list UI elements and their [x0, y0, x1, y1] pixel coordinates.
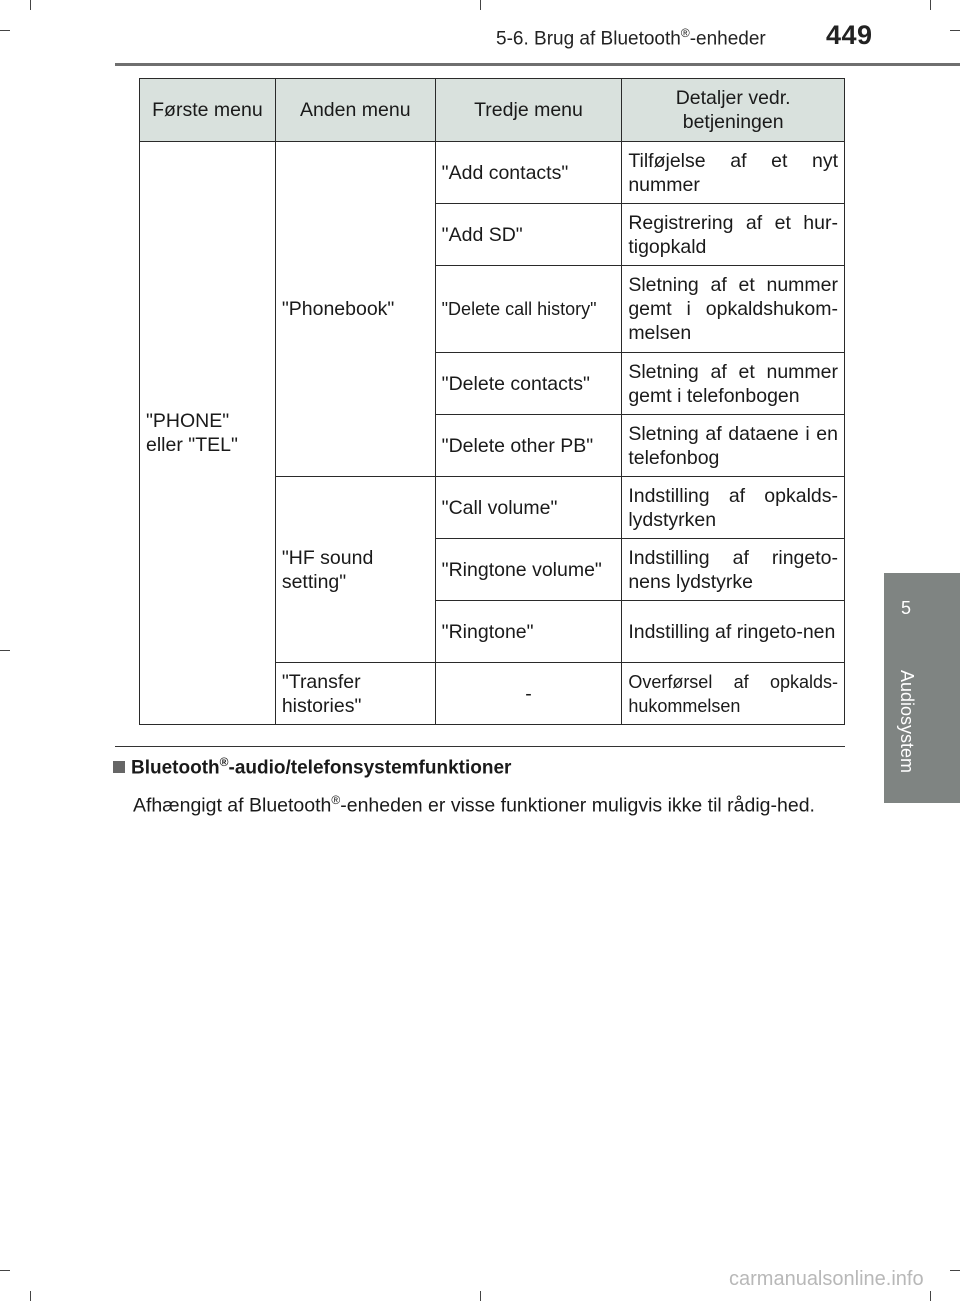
second-menu-cell: "HF sound setting": [275, 477, 435, 663]
detail-cell: Registrering af et hur-tigopkald: [622, 204, 845, 266]
section-body: Afhængigt af Bluetooth®-enheden er visse funktioner muligvis ikke til rådig-hed.: [133, 793, 815, 817]
column-header: Tredje menu: [435, 79, 622, 142]
column-header: Anden menu: [275, 79, 435, 142]
crop-mark: [0, 650, 10, 651]
crop-mark: [480, 1291, 481, 1301]
detail-cell: Sletning af et nummer gemt i opkaldshukom-melsen: [622, 266, 845, 353]
crop-mark: [950, 1270, 960, 1271]
third-menu-cell: "Delete call history": [435, 266, 622, 353]
third-menu-cell: "Add contacts": [435, 142, 622, 204]
watermark: carmanualsonline.info: [729, 1268, 924, 1290]
third-menu-cell: -: [435, 663, 622, 725]
detail-cell: Indstilling af ringeto-nen: [622, 601, 845, 663]
section-title: 5-6. Brug af Bluetooth®-enheder: [496, 26, 766, 50]
square-bullet-icon: [113, 761, 125, 773]
crop-mark: [480, 0, 481, 10]
third-menu-cell: "Call volume": [435, 477, 622, 539]
detail-cell: Tilføjelse af et nyt nummer: [622, 142, 845, 204]
crop-mark: [930, 0, 931, 10]
crop-mark: [30, 0, 31, 10]
detail-cell: Sletning af et nummer gemt i telefonbogen: [622, 353, 845, 415]
crop-mark: [950, 30, 960, 31]
column-header: Detaljer vedr. betjeningen: [622, 79, 845, 142]
third-menu-cell: "Delete other PB": [435, 415, 622, 477]
detail-cell: Indstilling af opkalds-lydstyrken: [622, 477, 845, 539]
third-menu-cell: "Delete contacts": [435, 353, 622, 415]
detail-cell: Indstilling af ringeto-nens lydstyrke: [622, 539, 845, 601]
first-menu-cell: "PHONE" eller "TEL": [140, 142, 276, 725]
third-menu-cell: "Ringtone volume": [435, 539, 622, 601]
chapter-number: 5: [900, 598, 911, 618]
column-header: Første menu: [140, 79, 276, 142]
table-header-row: [140, 79, 845, 142]
section-rule: [115, 746, 845, 747]
detail-cell: Sletning af dataene i en telefonbog: [622, 415, 845, 477]
third-menu-cell: "Add SD": [435, 204, 622, 266]
third-menu-cell: "Ringtone": [435, 601, 622, 663]
table-row: [140, 142, 845, 204]
crop-mark: [30, 1291, 31, 1301]
section-heading: Bluetooth®-audio/telefonsystemfunktioner: [113, 755, 511, 779]
detail-cell: Overførsel af opkalds-hukommelsen: [622, 663, 845, 725]
crop-mark: [0, 30, 10, 31]
header-rule: [115, 63, 960, 66]
crop-mark: [930, 1291, 931, 1301]
chapter-title: Audiosystem: [897, 670, 917, 774]
menu-table: [139, 78, 845, 725]
second-menu-cell: "Phonebook": [275, 142, 435, 477]
crop-mark: [0, 1270, 10, 1271]
page-number: 449: [826, 20, 873, 50]
second-menu-cell: "Transfer histories": [275, 663, 435, 725]
